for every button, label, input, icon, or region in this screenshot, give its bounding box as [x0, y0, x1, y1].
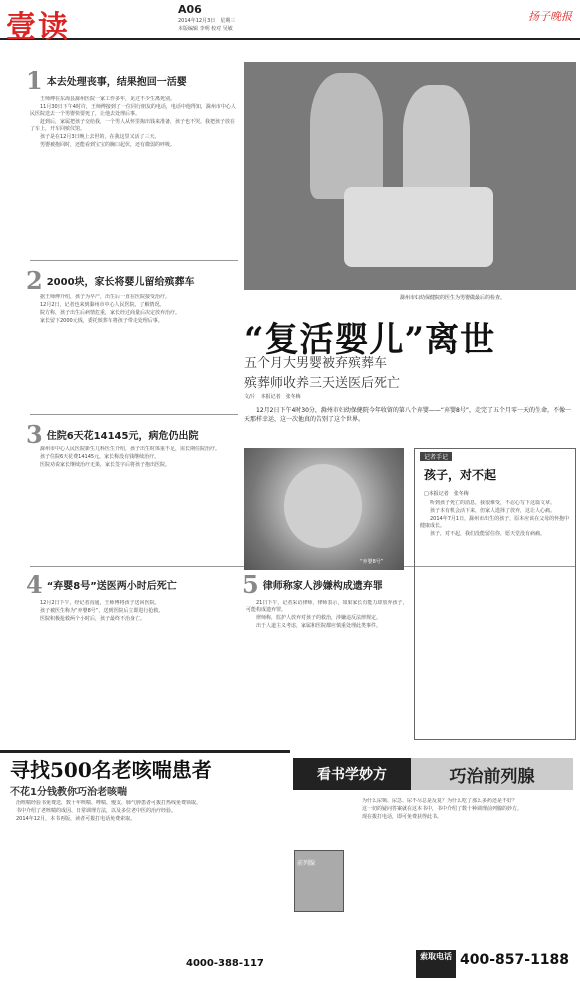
baby-face [284, 464, 362, 548]
section-number: 4 [26, 570, 43, 599]
paragraph: 治咳喘经验书免费送，数十年咳喘、哮喘、慢支、肺气肿患者可拨打热线免费领取。 [16, 800, 202, 806]
paragraph: 律师称，监护人放弃对孩子的救治，涉嫌违反法律规定。 [256, 615, 382, 621]
section-2-body [30, 294, 238, 404]
advertisement-right-header [293, 758, 573, 790]
newspaper-brand: 扬子晚报 [528, 10, 572, 23]
divider [30, 414, 238, 415]
paragraph: 2014年12月，本书再版，读者可拨打电话免费索取。 [16, 816, 136, 822]
paragraph: 为什么尿频、尿急、尿不尽总是反复？为什么吃了那么多药还是不好？ [362, 798, 518, 804]
section-3-body [30, 446, 238, 558]
paragraph: 孩子，对不起，我们没能留住你，愿天堂没有病痛。 [430, 531, 546, 537]
ad-subheadline: 不花1分钱教你巧治老咳喘 [10, 787, 127, 798]
photo-caption: 滁州市妇幼保健院的医生为男婴做最后的检查。 [400, 295, 506, 301]
paragraph: 孩子是在12月3日晚上去世的，在我这里又活了三天。 [40, 134, 160, 140]
subheadline: 殡葬师收养三天送医后死亡 [244, 376, 401, 391]
paragraph: 赶到后，家属把孩子交给我，一个男人从怀里掏出钱来准备，孩子也不哭。我把孩子放在了车上，开车回殡仪馆。 [30, 119, 236, 132]
nurse-figure [403, 85, 469, 199]
section-title: 律师称家人涉嫌构成遗弃罪 [262, 581, 383, 592]
section-1-body [30, 96, 238, 256]
paragraph: 12月2日，记者也来到滁州市中心人民医院，了解情况。 [40, 302, 165, 308]
masthead [0, 0, 580, 45]
section-number: 2 [26, 266, 43, 295]
paragraph: 孩子本有机会活下来，但家人选择了放弃，这让人心痛。 [430, 508, 556, 514]
ad-headline: 寻找500名老咳喘患者 [10, 758, 212, 782]
section-4-body [30, 600, 238, 740]
section-5-body [246, 600, 410, 740]
paragraph: 孩子住院6天花费14145元，家长称没有钱继续治疗。 [40, 454, 160, 460]
paragraph: 孩子被医生称为“弃婴8号”，送到医院后立即进行抢救。 [40, 608, 164, 614]
box-byline: □本报记者 张冬梅 [424, 491, 469, 497]
section-5-header [242, 570, 383, 599]
paragraph: 2014年7月1日，滁州市出生的孩子，原本应该在父母的怀抱中健康成长。 [420, 516, 570, 529]
paragraph: 出于人道主义考虑，家属和医院都应慎重处理此类事件。 [256, 623, 382, 629]
baby-photo [244, 448, 404, 570]
paragraph: 听到孩子死亡的消息，我很难受，不忍心写下这篇文章。 [430, 500, 556, 506]
paragraph: 滁州市中心人民医院新生儿科医生介绍，孩子出生时体重不足，需长期住院治疗。 [40, 446, 221, 452]
paragraph: 书中介绍了老咳喘的成因、日常调理方法，以及多位老中医的治疗经验。 [16, 808, 177, 814]
box-title: 孩子，对不起 [424, 468, 497, 482]
ad-body [6, 800, 286, 950]
page-number: A06 [178, 3, 202, 16]
paragraph: 医院劝说家长继续治疗无果，家长签字后将孩子抱出医院。 [40, 462, 171, 468]
book-title: 前列腺 [297, 860, 316, 867]
paragraph: 院方称，孩子出生后病情危重，家长经过商量后决定放弃治疗。 [40, 310, 181, 316]
hospital-photo [244, 62, 576, 290]
paragraph: 11月30日下午4时许，王师傅接到了一位同行朋友的电话，电话中他得知，滁州市中心人民医院送去一个男婴快要死了，让他去处理后事。 [30, 104, 236, 117]
section-3-header [26, 420, 198, 449]
ad-phone: 4000-388-117 [186, 958, 264, 969]
main-headline: “复活婴儿”离世 [244, 320, 496, 360]
section-number: 1 [26, 66, 43, 95]
ad-label: 巧治前列腺 [411, 758, 573, 790]
section-title: 2000块，家长将婴儿留给殡葬车 [46, 277, 195, 288]
subheadline: 五个月大男婴被弃殡葬车 [244, 356, 388, 371]
ad-body [352, 798, 574, 944]
paragraph: 男婴被抱回时，还能看到宝宝的胸口起伏，还有微弱的呼吸。 [40, 142, 176, 148]
paragraph: 据王师傅介绍，孩子为早产，出生后一直在医院接受治疗。 [40, 294, 171, 300]
paragraph: 21日下午，记者采访律师，律师表示，如果家长有能力却放弃孩子，可能构成遗弃罪。 [246, 600, 408, 613]
paragraph: 王师傅在东海县滁州医院一家工作多年，见过不少生离死别。 [40, 96, 176, 102]
phone-badge: 索取电话 [416, 950, 456, 978]
box-body [420, 500, 572, 736]
section-title: 壹读 [6, 10, 70, 45]
section-number: 5 [242, 570, 259, 599]
issue-date: 2014年12月3日 星期三 [178, 18, 236, 24]
divider [30, 260, 238, 261]
ad-phone: 400-857-1188 [460, 952, 570, 968]
photo-caption: “弃婴8号” [360, 559, 384, 565]
paragraph: 家长留下2000元钱，委托殡葬车将孩子带走处理后事。 [40, 318, 163, 324]
baby-figure [344, 187, 493, 267]
section-title: 本去处理丧事，结果抱回一活婴 [46, 77, 187, 88]
lead-paragraph: 12月2日下午4时30分，滁州市妇幼保健院今年收留的第八个弃婴——“弃婴8号”，走完了五个月零一天的生命，不像一天那样幸运，这一次他真的告别了这个世界。 [244, 407, 571, 423]
nurse-figure [310, 73, 383, 198]
byline: 文/片 本报记者 张冬梅 [244, 394, 301, 400]
section-title: “弃婴8号”送医两小时后死亡 [46, 581, 177, 592]
column-label: 记者手记 [420, 452, 452, 461]
section-number: 3 [26, 420, 43, 449]
paragraph: 12月2日下午，经记者沟通，王师傅将孩子送回医院。 [40, 600, 160, 606]
section-2-header [26, 266, 195, 295]
ad-label: 看书学妙方 [293, 758, 411, 790]
paragraph: 现在拨打电话，即可免费获得此书。 [362, 814, 443, 820]
section-4-header [26, 570, 177, 599]
section-1-header [26, 66, 187, 95]
editor-credits: 本版编辑 李明 校对 吴敏 [178, 26, 233, 32]
paragraph: 医院积极抢救两个小时后，孩子最终不治身亡。 [40, 616, 146, 622]
paragraph: 这一切的疑问答案就在这本书中，书中介绍了数十种调理前列腺的妙方。 [362, 806, 523, 812]
section-title: 住院6天花14145元，病危仍出院 [46, 431, 199, 442]
